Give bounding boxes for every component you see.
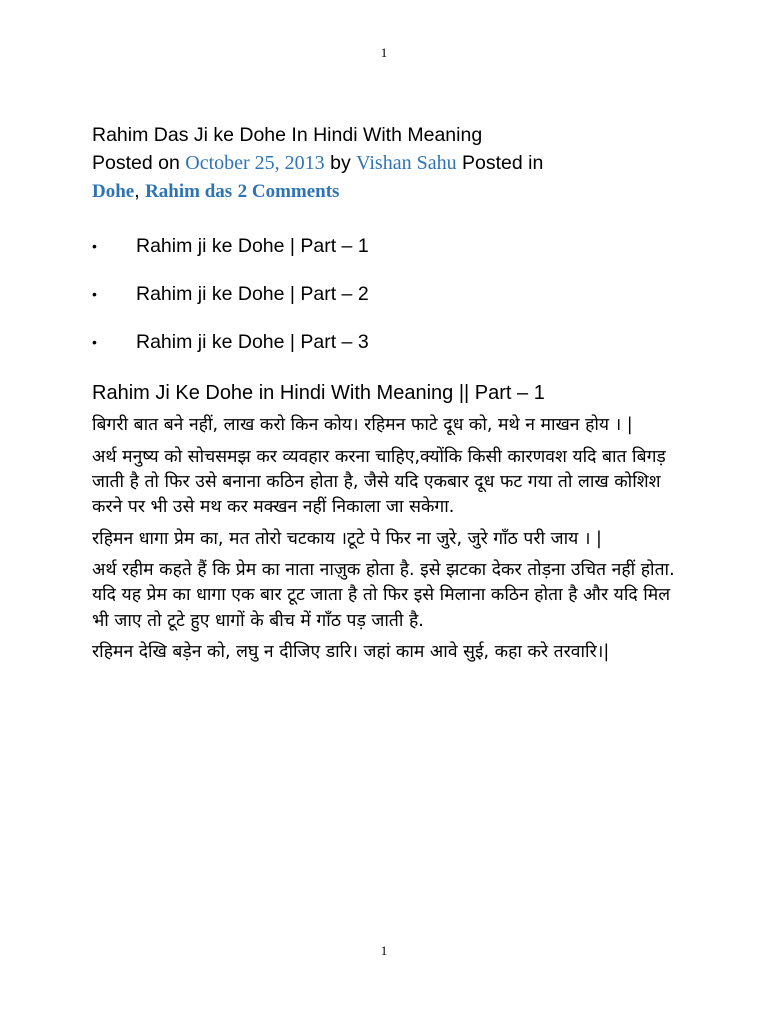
section-title: Rahim Ji Ke Dohe in Hindi With Meaning || Part – 1 xyxy=(92,382,545,405)
posted-on-label: Posted on xyxy=(92,152,180,175)
author-link[interactable]: Vishan Sahu xyxy=(356,152,457,175)
comments-link[interactable]: 2 Comments xyxy=(237,180,340,202)
category-link-rahim-das[interactable]: Rahim das xyxy=(145,180,233,202)
bullet: • xyxy=(92,334,97,351)
category-separator: , xyxy=(134,179,140,202)
page-number-top: 1 xyxy=(380,45,388,60)
document-body xyxy=(92,122,682,672)
doha-1: बिगरी बात बने नहीं, लाख करो किन कोय। रहिमन फाटे दूध को, मथे न माखन होय । | xyxy=(92,415,633,436)
doha-2: रहिमन धागा प्रेम का, मत तोरो चटकाय ।टूटे पे फिर ना जुरे, जुरे गाँठ परी जाय । | xyxy=(92,528,602,549)
part-link-label: Rahim ji ke Dohe | Part – 3 xyxy=(136,331,369,354)
bullet: • xyxy=(92,286,97,303)
posted-in-label: Posted in xyxy=(462,152,544,175)
post-date-link[interactable]: October 25, 2013 xyxy=(185,152,325,175)
parts-list xyxy=(92,231,682,375)
post-categories-line xyxy=(92,178,682,206)
by-label: by xyxy=(330,152,351,175)
list-item[interactable] xyxy=(92,327,682,375)
meaning-2: अर्थ रहीम कहते हैं कि प्रेम का नाता नाज़ुक होता है. इसे झटका देकर तोड़ना उचित नहीं होता. यदि यह प्रेम का धागा एक बार टूट जाता है तो फिर इसे मिलाना कठिन होता है और यदि मिल भी जाए तो टूटे हुए धागों के बीच में गाँठ पड़ जाती है. xyxy=(92,560,675,631)
bullet: • xyxy=(92,238,97,255)
list-item[interactable] xyxy=(92,231,682,279)
doha-3: रहिमन देखि बड़ेन को, लघु न दीजिए डारि। जहां काम आवे सुई, कहा करे तरवारि।| xyxy=(92,642,610,663)
part-link-label: Rahim ji ke Dohe | Part – 2 xyxy=(136,283,369,306)
post-meta-line xyxy=(92,149,682,177)
meaning-1: अर्थ मनुष्य को सोचसमझ कर व्यवहार करना चाहिए,क्योंकि किसी कारणवश यदि बात बिगड़ जाती है तो फिर उसे बनाना कठिन होता है, जैसे यदि एकबार दूध फट गया तो लाख कोशिश करने पर भी उसे मथ कर मक्खन नहीं निकाला जा सकेगा. xyxy=(92,446,666,518)
category-link-dohe[interactable]: Dohe xyxy=(92,180,135,202)
part-link-label: Rahim ji ke Dohe | Part – 1 xyxy=(136,235,369,258)
post-title: Rahim Das Ji ke Dohe In Hindi With Meaning xyxy=(92,124,483,146)
page-number-bottom: 1 xyxy=(380,943,388,958)
list-item[interactable] xyxy=(92,279,682,327)
